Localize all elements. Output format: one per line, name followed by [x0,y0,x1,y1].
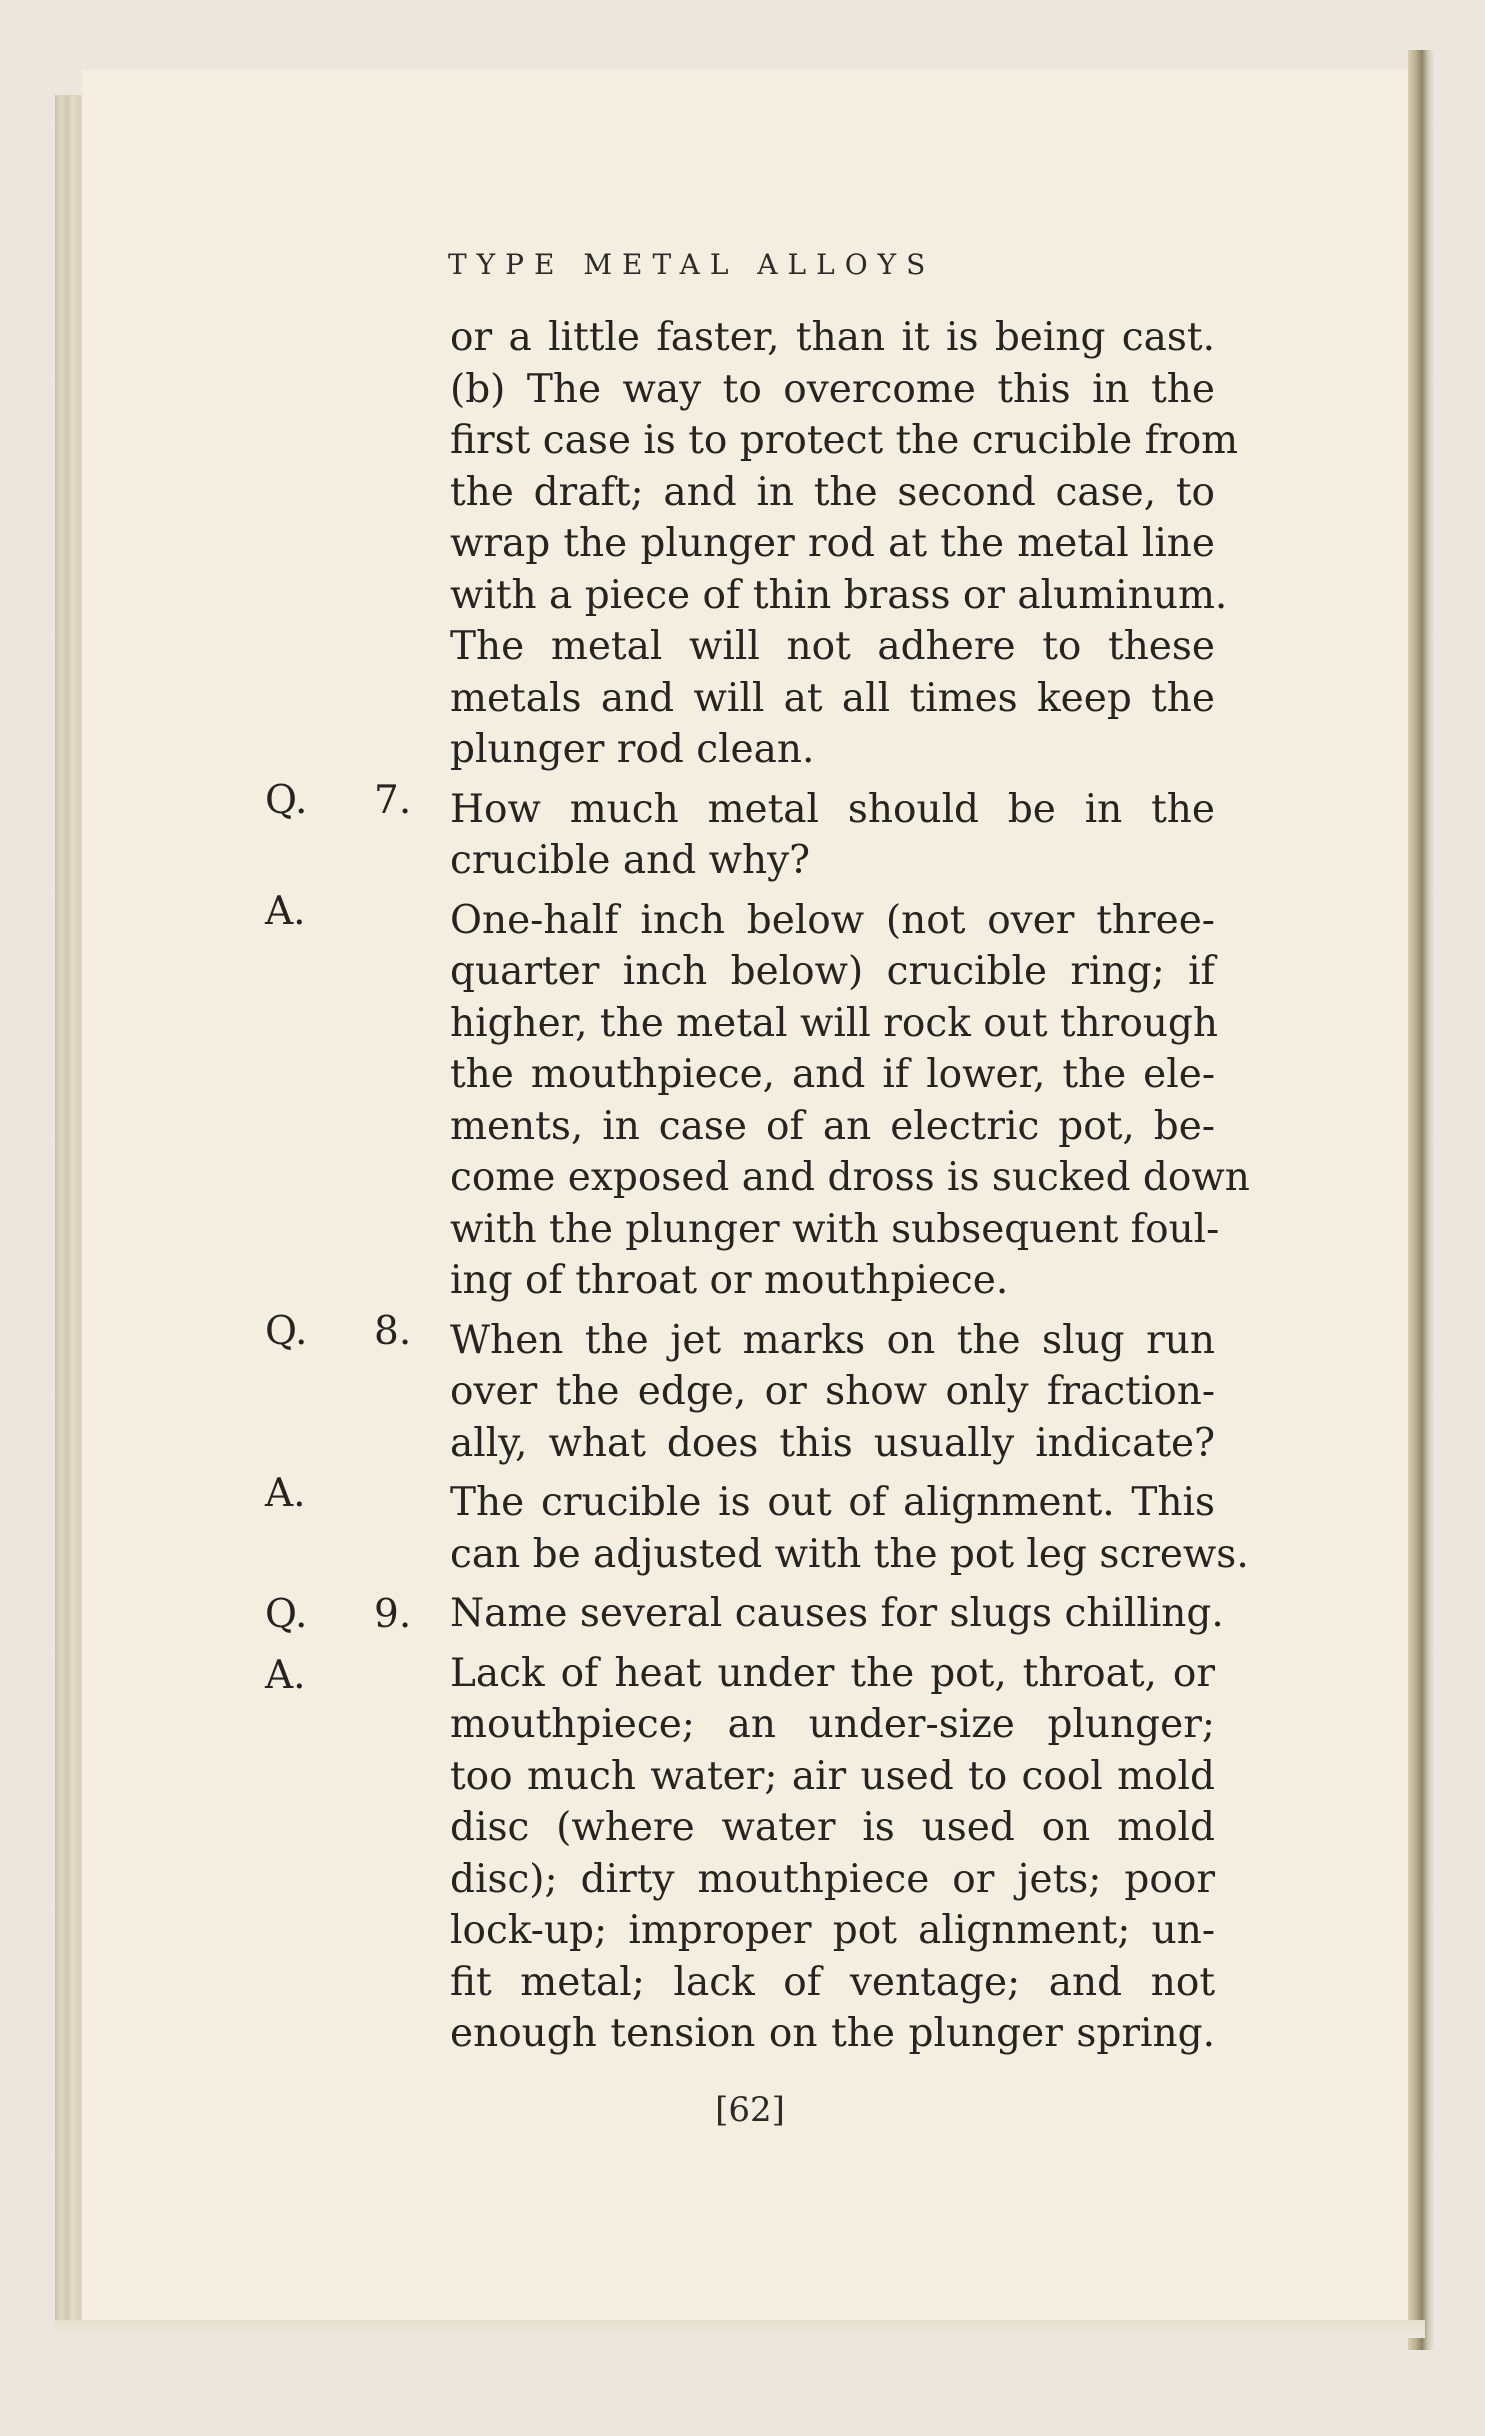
answer-line: disc); dirty mouthpiece or jets; poor [450,1856,1215,1902]
answer-line: mouthpiece; an under-size plunger; [450,1702,1215,1747]
answer-line: disc (where water is used on mold [450,1805,1215,1850]
answer-line: ing of throat or mouthpiece. [450,1258,1009,1303]
text-line: metals and will at all times keep the [450,675,1215,721]
question-7 [450,784,1215,887]
text-line: the draft; and in the second case, to [450,469,1215,515]
answer-8 [450,1477,1249,1580]
page-bottom-edge [55,2320,1425,2338]
a-marker-9: A. [265,1653,306,1698]
answer-line: enough tension on the plunger spring. [450,2011,1215,2056]
continuation-paragraph [450,312,1239,776]
question-number-9: 9. [374,1592,412,1637]
text-line: first case is to protect the crucible from [450,418,1239,463]
page-number: [62] [715,2090,785,2130]
page-stack-edge [55,95,85,2325]
question-line: When the jet marks on the slug run [450,1317,1215,1363]
binding-shadow [1408,50,1434,2350]
answer-line: quarter inch below) crucible ring; if [450,949,1215,994]
q-marker-7: Q. [265,778,308,823]
question-line: Name several causes for slugs chilling. [450,1591,1224,1636]
a-marker-7: A. [265,889,306,934]
question-9 [450,1588,1224,1640]
q-marker-9: Q. [265,1592,308,1637]
q-marker-8: Q. [265,1309,308,1354]
answer-line: can be adjusted with the pot leg screws. [450,1531,1249,1577]
question-number-7: 7. [374,778,412,823]
text-line: wrap the plunger rod at the metal line [450,521,1215,566]
answer-line: too much water; air used to cool mold [450,1753,1215,1799]
answer-line: Lack of heat under the pot, throat, or [450,1650,1215,1696]
body-text [450,312,1250,2060]
question-line: How much metal should be in the [450,786,1215,832]
answer-line: higher, the metal will rock out through [450,1000,1219,1046]
text-line: (b) The way to overcome this in the [450,366,1215,412]
answer-7 [450,895,1250,1307]
answer-line: with the plunger with subsequent foul- [450,1206,1220,1252]
answer-9 [450,1648,1215,2060]
answer-line: lock-up; improper pot alignment; un- [450,1908,1215,1953]
answer-line: the mouthpiece, and if lower, the ele- [450,1052,1215,1097]
question-8 [450,1315,1215,1470]
answer-line: One-half inch below (not over three- [450,897,1215,943]
question-line: ally, what does this usually indicate? [450,1420,1215,1466]
a-marker-8: A. [265,1471,306,1516]
text-line: The metal will not adhere to these [450,624,1215,669]
text-line: with a piece of thin brass or aluminum. [450,572,1228,618]
answer-line: fit metal; lack of ventage; and not [450,1959,1215,2005]
answer-line: come exposed and dross is sucked down [450,1155,1250,1200]
text-line: plunger rod clean. [450,727,815,772]
answer-line: The crucible is out of alignment. This [450,1480,1215,1525]
answer-line: ments, in case of an electric pot, be- [450,1103,1215,1149]
question-number-8: 8. [374,1309,412,1354]
question-line: crucible and why? [450,838,811,883]
running-head: TYPE METAL ALLOYS [448,248,936,281]
text-line: or a little faster, than it is being cast. [450,315,1215,360]
question-line: over the edge, or show only fraction- [450,1369,1215,1414]
